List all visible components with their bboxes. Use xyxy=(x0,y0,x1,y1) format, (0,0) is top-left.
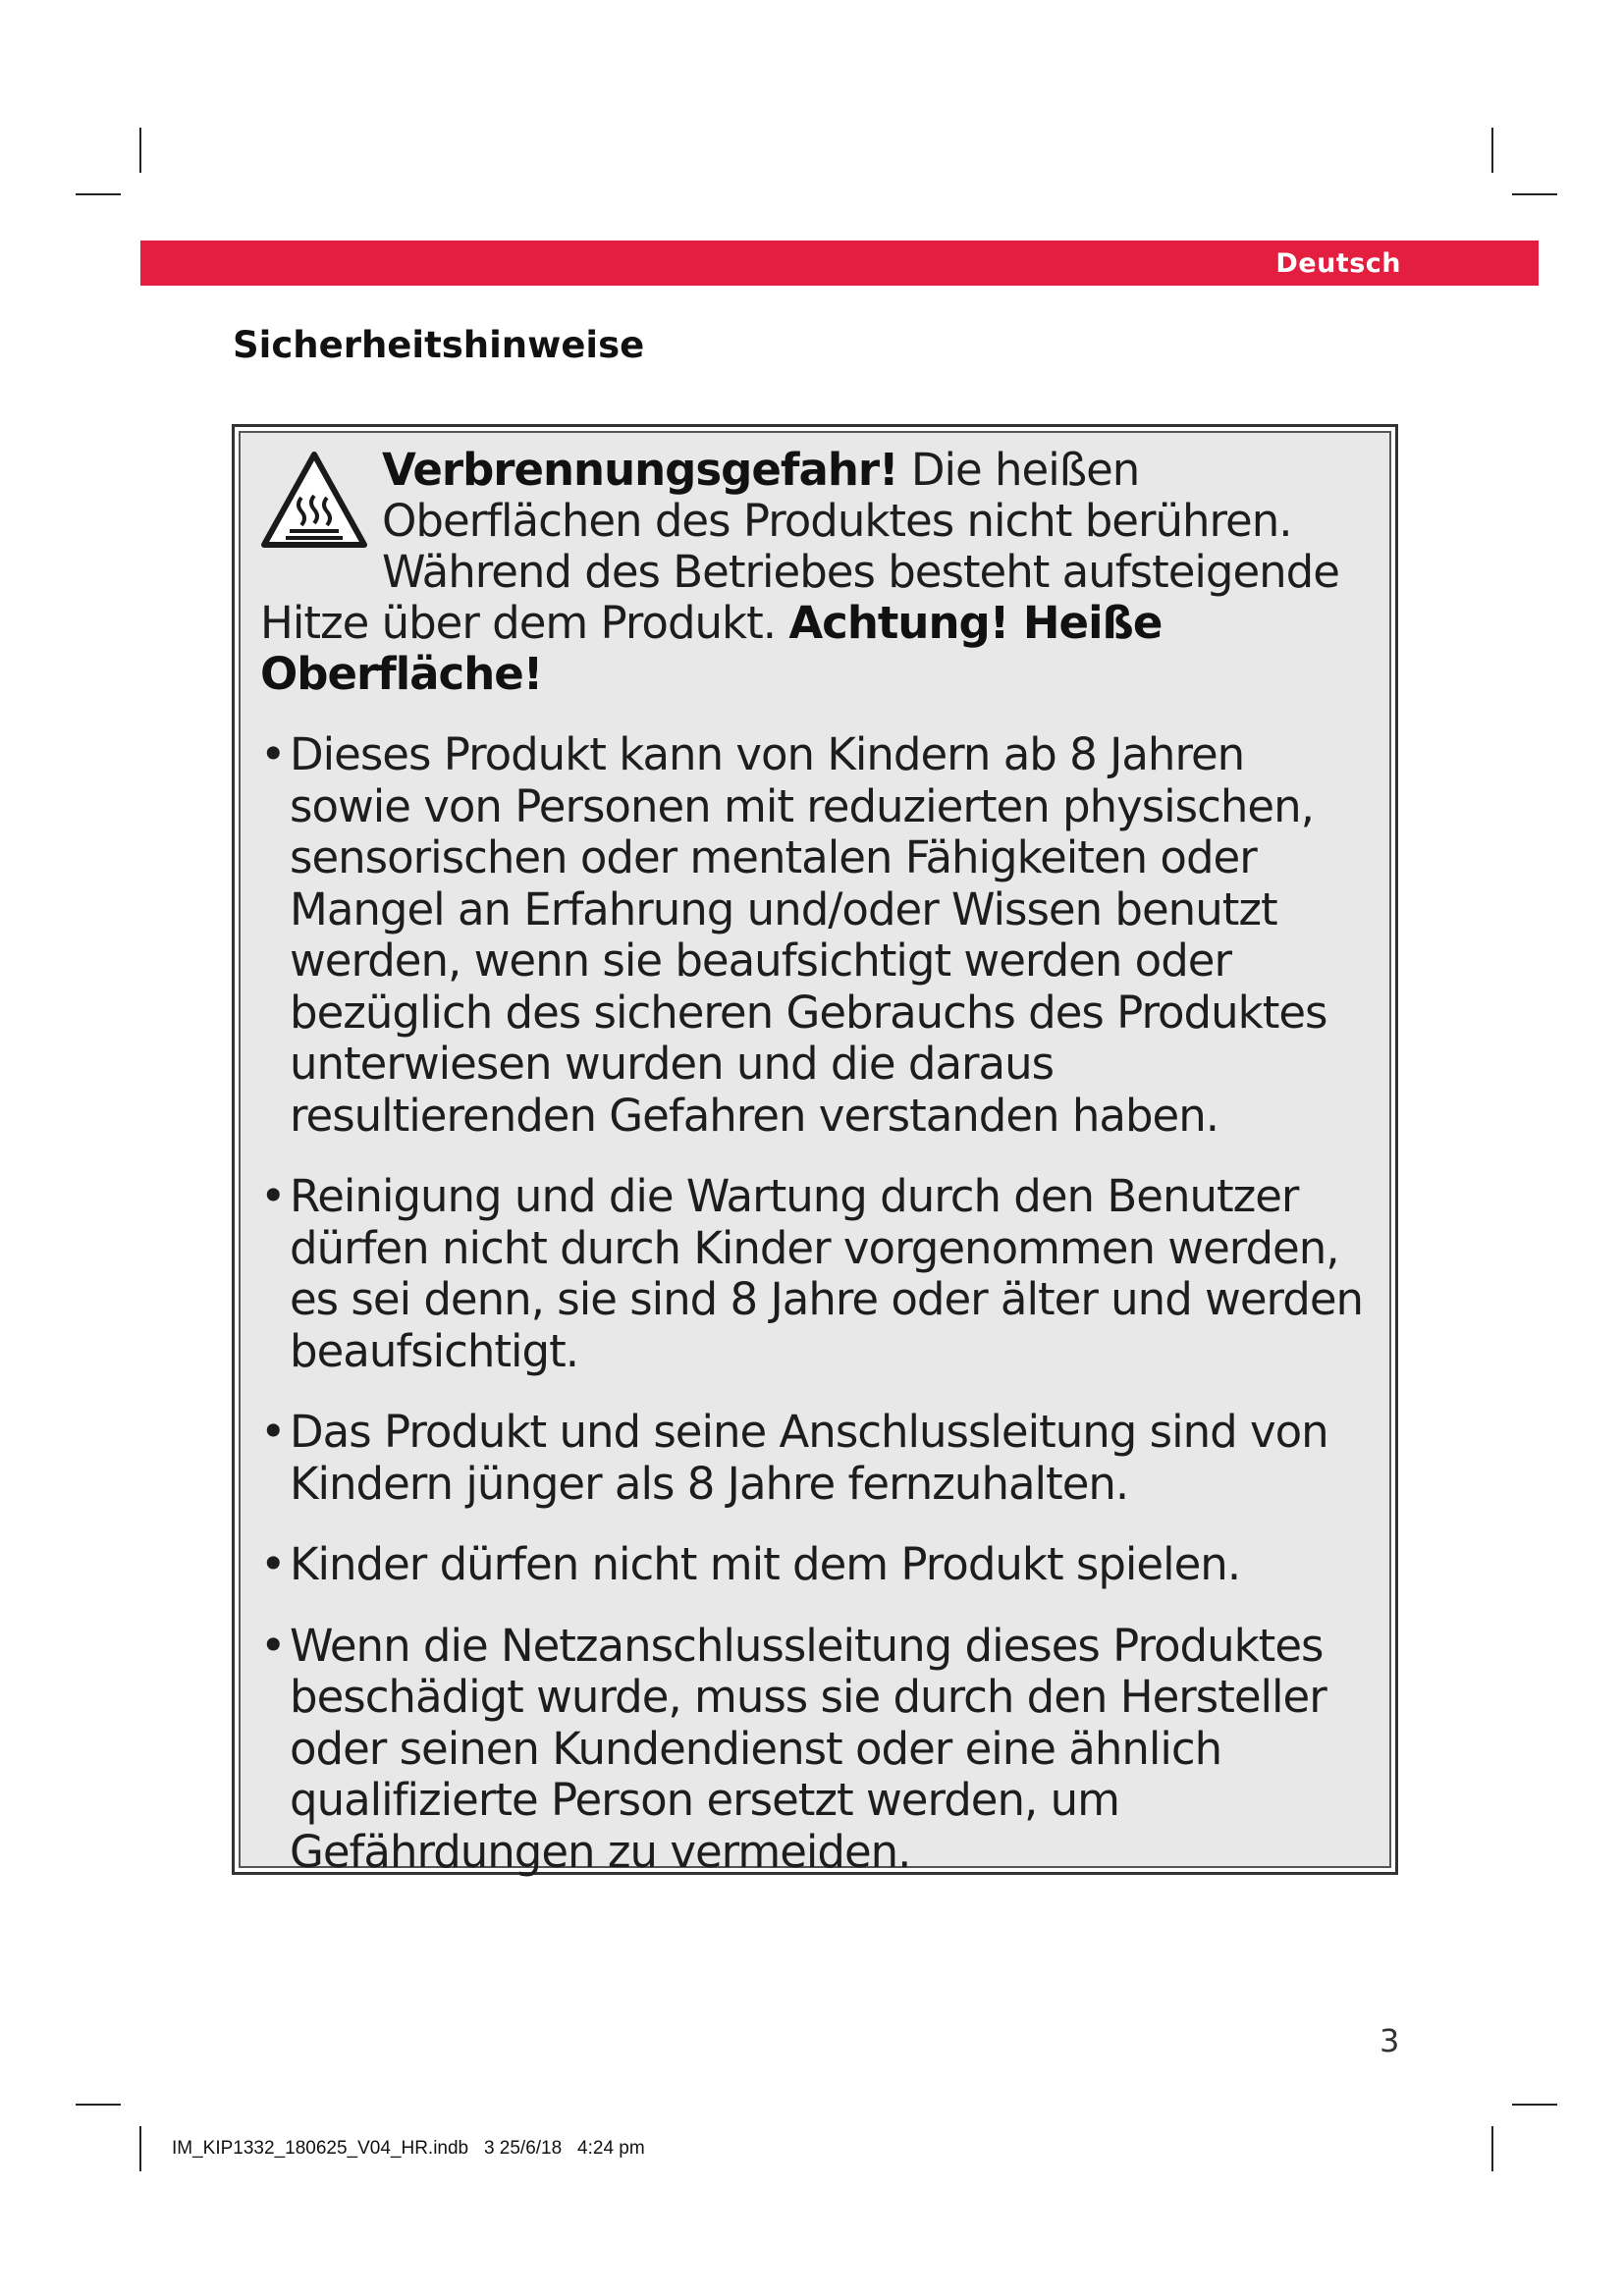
bullet-icon: • xyxy=(260,1619,286,1672)
crop-mark-bottom-right-vertical xyxy=(1491,2126,1493,2171)
section-title: Sicherheitshinweise xyxy=(233,324,645,366)
list-item xyxy=(260,1171,1364,1377)
bullet-icon: • xyxy=(260,1170,286,1222)
page-number: 3 xyxy=(1380,2022,1400,2059)
list-item xyxy=(260,1621,1364,1879)
warning-emphasis: Achtung! Heiße Oberfläche! xyxy=(260,597,1163,700)
bullet-icon: • xyxy=(260,728,286,780)
list-item xyxy=(260,1407,1364,1510)
crop-mark-top-right-horizontal xyxy=(1512,193,1557,195)
list-item xyxy=(260,1539,1364,1591)
warning-box-inner xyxy=(239,431,1391,1878)
crop-mark-top-left-vertical xyxy=(139,128,141,173)
warning-heading: Verbrennungsgefahr! xyxy=(382,444,898,496)
print-slug: IM_KIP1332_180625_V04_HR.indb 3 25/6/18 4:24 pm xyxy=(172,2138,645,2159)
crop-mark-bottom-left-horizontal xyxy=(76,2104,121,2106)
list-item-text: Wenn die Netzanschlussleitung dieses Produktes beschädigt wurde, muss sie durch den Hersteller oder seinen Kundendienst oder eine ähnlich qualifizierte Person ersetzt werden, um Gefährdungen zu vermeiden. xyxy=(290,1619,1326,1878)
hot-surface-warning-icon xyxy=(260,451,368,549)
list-item-text: Reinigung und die Wartung durch den Benutzer dürfen nicht durch Kinder vorgenommen werden, es sei denn, sie sind 8 Jahre oder älter und werden beaufsichtigt. xyxy=(290,1170,1364,1377)
crop-mark-bottom-left-vertical xyxy=(139,2126,141,2171)
bullet-icon: • xyxy=(260,1538,286,1590)
language-label: Deutsch xyxy=(1275,248,1401,279)
list-item xyxy=(260,729,1364,1142)
crop-mark-top-right-vertical xyxy=(1491,128,1493,173)
language-header-bar xyxy=(140,240,1539,286)
list-item-text: Dieses Produkt kann von Kindern ab 8 Jahren sowie von Personen mit reduzierten physischen, sensorischen oder mentalen Fähigkeiten oder Mangel an Erfahrung und/oder Wissen benutzt werden, wenn sie beaufsichtigt werden oder bezüglich des sicheren Gebrauchs des Produktes unterwiesen wurden und die daraus resultierenden Gefahren verstanden haben. xyxy=(290,728,1327,1142)
list-item-text: Das Produkt und seine Anschlussleitung sind von Kindern jünger als 8 Jahre fernzuhalten. xyxy=(290,1406,1328,1510)
safety-rules-list xyxy=(260,729,1364,1878)
warning-box xyxy=(232,424,1398,1878)
list-item-text: Kinder dürfen nicht mit dem Produkt spielen. xyxy=(290,1538,1241,1590)
crop-mark-bottom-right-horizontal xyxy=(1512,2104,1557,2106)
crop-mark-top-left-horizontal xyxy=(76,193,121,195)
warning-intro xyxy=(260,445,1364,700)
bullet-icon: • xyxy=(260,1406,286,1458)
warning-text: Die heißen Oberflächen des Produktes nicht berühren. Während des Betriebes besteht aufsteigende Hitze über dem Produkt. xyxy=(260,444,1339,649)
